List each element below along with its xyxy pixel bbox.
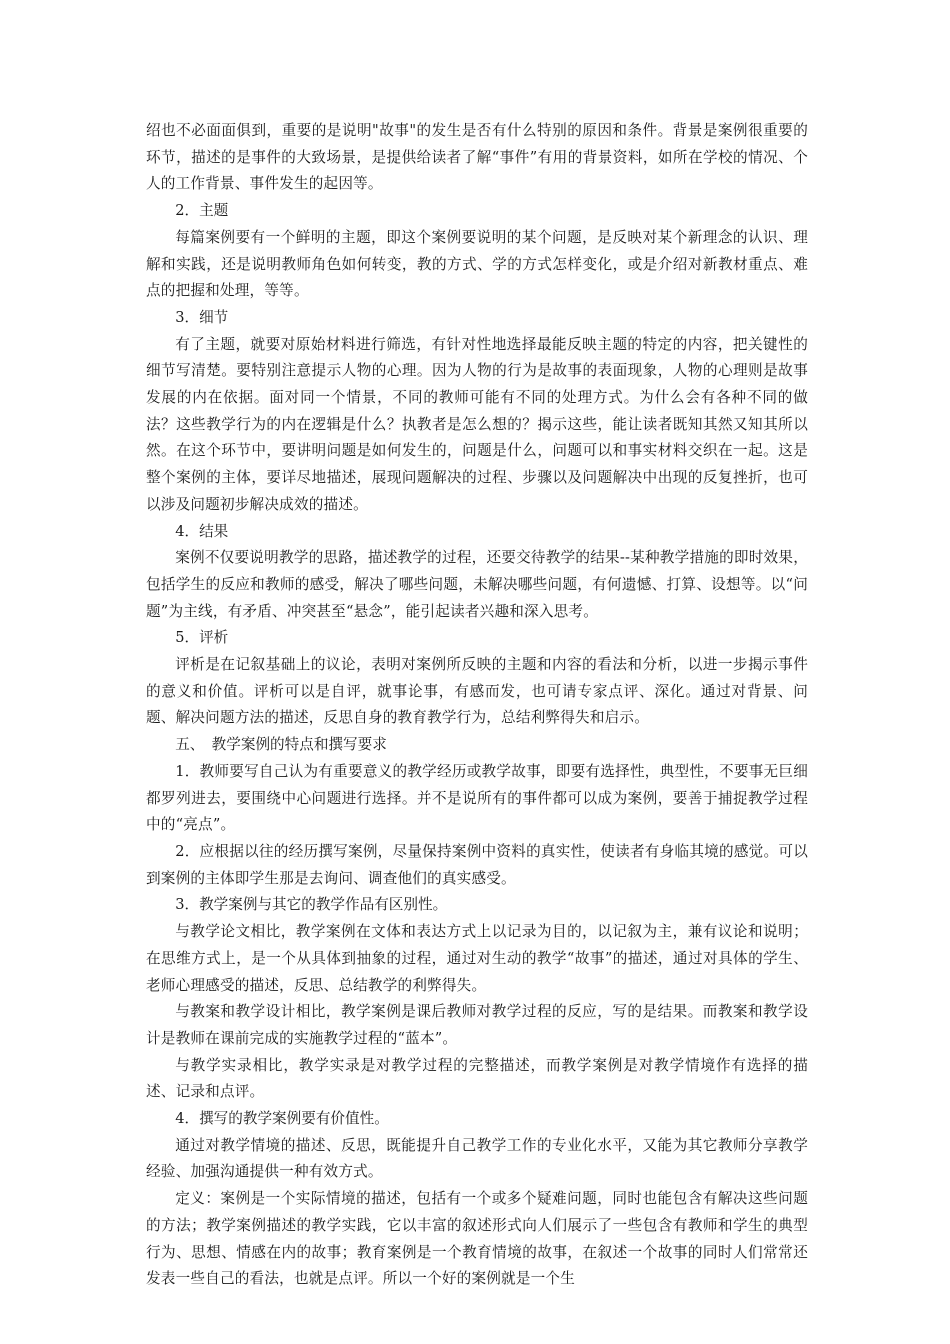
heading-details: 3．细节 <box>175 308 229 326</box>
paragraph-analysis: 评析是在记叙基础上的议论，表明对案例所反映的主题和内容的看法和分析，以进一步揭示事件的意义和价值。评析可以是自评，就事论事，有感而发，也可请专家点评、深化。通过对背景、问题、解决问题方法的描述，反思自身的教育教学行为，总结利弊得失和启示。 <box>146 656 808 727</box>
paragraph-background-cont: 绍也不必面面俱到，重要的是说明"故事"的发生是否有什么特别的原因和条件。背景是案例很重要的环节，描述的是事件的大致场景，是提供给读者了解“事件”有用的背景资料，如所在学校的情况、个人的工作背景、事件发生的起因等。 <box>146 122 808 193</box>
heading-req-3: 3．教学案例与其它的教学作品有区别性。 <box>175 896 448 914</box>
paragraph-vs-lesson-plan: 与教案和教学设计相比，教学案例是课后教师对教学过程的反应，写的是结果。而教案和教学设计是教师在课前完成的实施教学过程的“蓝本”。 <box>146 1003 808 1047</box>
heading-analysis: 5．评析 <box>175 629 229 647</box>
document-page <box>146 118 808 1293</box>
paragraph-vs-paper: 与教学论文相比，教学案例在文体和表达方式上以记录为目的，以记叙为主，兼有议论和说明；在思维方式上，是一个从具体到抽象的过程，通过对生动的教学“故事”的描述，通过对具体的学生、老师心理感受的描述，反思、总结教学的利弊得失。 <box>146 923 808 994</box>
heading-result: 4．结果 <box>175 522 229 540</box>
heading-req-4: 4．撰写的教学案例要有价值性。 <box>175 1110 389 1128</box>
paragraph-theme: 每篇案例要有一个鲜明的主题，即这个案例要说明的某个问题，是反映对某个新理念的认识、理解和实践，还是说明教师角色如何转变，教的方式、学的方式怎样变化，或是介绍对新教材重点、难点的把握和处理，等等。 <box>146 228 808 300</box>
paragraph-value: 通过对教学情境的描述、反思，既能提升自己教学工作的专业化水平，又能为其它教师分享教学经验、加强沟通提供一种有效方式。 <box>146 1136 808 1181</box>
paragraph-req-2: 2．应根据以往的经历撰写案例，尽量保持案例中资料的真实性，使读者有身临其境的感觉。可以到案例的主体即学生那是去询问、调查他们的真实感受。 <box>146 842 808 887</box>
heading-theme: 2．主题 <box>175 202 229 220</box>
paragraph-result: 案例不仅要说明教学的思路，描述教学的过程，还要交待教学的结果--某种教学措施的即时效果，包括学生的反应和教师的感受，解决了哪些问题，未解决哪些问题，有何遗憾、打算、设想等。以“问题”为主线，有矛盾、冲突甚至“悬念”，能引起读者兴趣和深入思考。 <box>146 549 808 620</box>
paragraph-vs-record: 与教学实录相比，教学实录是对教学过程的完整描述，而教学案例是对教学情境作有选择的描述、记录和点评。 <box>146 1056 808 1101</box>
paragraph-definition: 定义：案例是一个实际情境的描述，包括有一个或多个疑难问题，同时也能包含有解决这些问题的方法；教学案例描述的教学实践，它以丰富的叙述形式向人们展示了一些包含有教师和学生的典型行为、思想、情感在内的故事；教育案例是一个教育情境的故事，在叙述一个故事的同时人们常常还发表一些自己的看法，也就是点评。所以一个好的案例就是一个生 <box>146 1190 808 1288</box>
section-heading-five: 五、 教学案例的特点和撰写要求 <box>175 736 387 754</box>
paragraph-details: 有了主题，就要对原始材料进行筛选，有针对性地选择最能反映主题的特定的内容，把关键性的细节写清楚。要特别注意提示人物的心理。因为人物的行为是故事的表面现象，人物的心理则是故事发展的内在依据。面对同一个情景，不同的教师可能有不同的处理方式。为什么会有各种不同的做法？这些教学行为的内在逻辑是什么？执教者是怎么想的？揭示这些，能让读者既知其然又知其所以然。在这个环节中，要讲明问题是如何发生的，问题是什么，问题可以和事实材料交织在一起。这是整个案例的主体，要详尽地描述，展现问题解决的过程、步骤以及问题解决中出现的反复挫折，也可以涉及问题初步解决成效的描述。 <box>146 335 808 513</box>
paragraph-req-1: 1．教师要写自己认为有重要意义的教学经历或教学故事，即要有选择性，典型性，不要事无巨细都罗列进去，要围绕中心问题进行选择。并不是说所有的事件都可以成为案例，要善于捕捉教学过程中的“亮点”。 <box>146 762 808 834</box>
